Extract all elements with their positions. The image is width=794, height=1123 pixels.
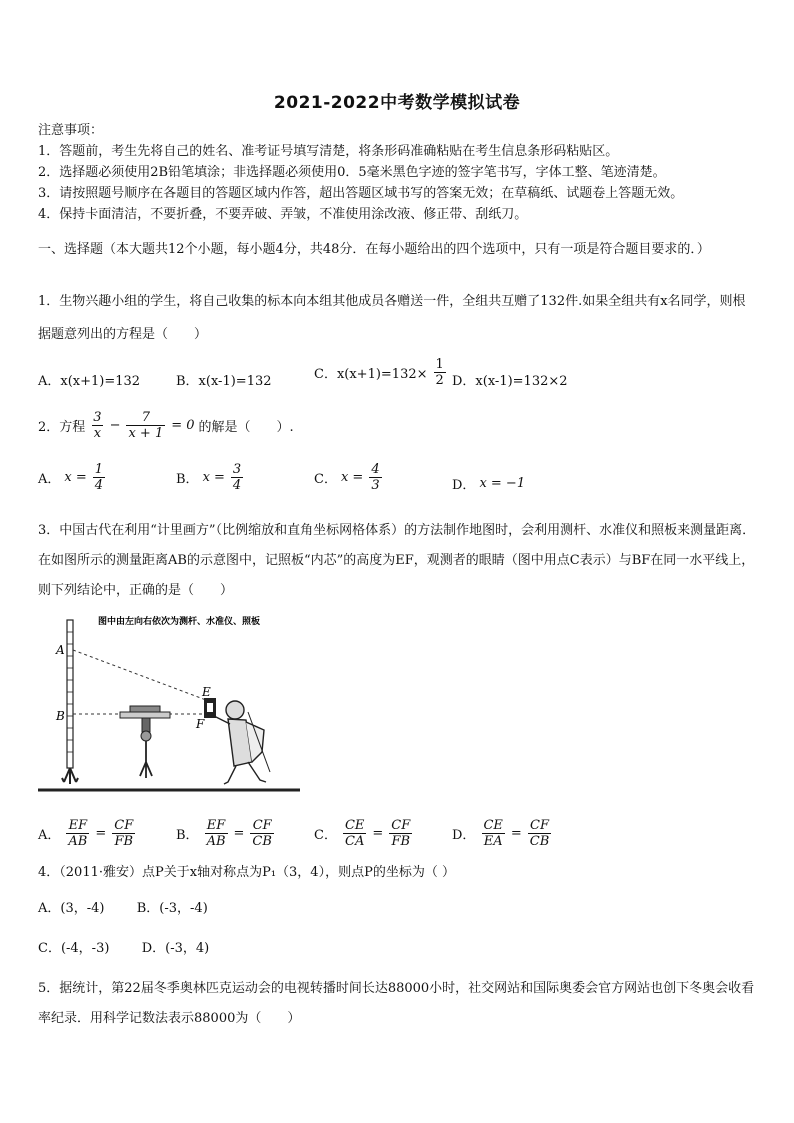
fraction-numerator: CF — [114, 818, 134, 833]
question-4-stem: 4．（2011·雅安）点P关于x轴对称点为P₁（3，4），则点P的坐标为（ ） — [38, 865, 455, 880]
q2-fraction-2 — [126, 410, 165, 441]
level-top — [120, 712, 170, 718]
measurement-figure — [38, 612, 300, 802]
fraction-denominator: 2 — [435, 373, 444, 388]
page-title: 2021-2022中考数学模拟试卷 — [273, 93, 521, 113]
fraction-numerator: CF — [252, 818, 272, 833]
option-label: C． — [314, 828, 337, 843]
label-point-e: E — [202, 685, 211, 699]
q1-option-a: A．x(x+1)=132 — [38, 374, 141, 389]
fraction-denominator: AB — [206, 834, 226, 849]
fraction-numerator: EF — [68, 818, 88, 833]
q2-option-d — [452, 474, 525, 493]
q4-option-a: A．(3，-4) — [38, 901, 105, 916]
q2-minus: − — [109, 418, 121, 433]
question-5-stem: 5．据统计，第22届冬季奥林匹克运动会的电视转播时间长达88000小时，社交网站和国际奥委会官方网站也创下冬奥会收看率纪录．用科学记数法表示88000为（ ） — [38, 981, 755, 1026]
option-label: B． — [176, 828, 199, 843]
fraction-denominator: 4 — [232, 478, 242, 493]
notice-item-2: 2．选择题必须使用2B铅笔填涂；非选择题必须使用0．5毫米黑色字迹的签字笔书写，字体工整、笔迹清楚。 — [38, 165, 666, 180]
q1-option-d: D．x(x-1)=132×2 — [452, 374, 568, 389]
fraction-denominator: EA — [483, 834, 503, 849]
option-fraction — [231, 462, 243, 493]
option-label: C． — [314, 472, 337, 487]
fraction-denominator: CA — [345, 834, 365, 849]
fraction-denominator: 4 — [94, 478, 104, 493]
option-fraction-left — [343, 818, 366, 849]
fraction-numerator: EF — [206, 818, 226, 833]
q1-option-c-fraction — [434, 357, 446, 388]
option-fraction — [369, 462, 381, 493]
question-2-stem — [38, 410, 758, 450]
label-point-a: A — [56, 643, 65, 657]
fraction-numerator: 4 — [371, 462, 380, 477]
fraction-numerator: 3 — [232, 462, 242, 477]
label-point-f: F — [196, 717, 205, 731]
option-label: D． — [452, 828, 476, 843]
section-heading: 一、选择题（本大题共12个小题，每小题4分，共48分．在每小题给出的四个选项中，只有一项是符合题目要求的．） — [38, 242, 710, 257]
notice-item-4: 4．保持卡面清洁，不要折叠，不要弄破、弄皱，不准使用涂改液、修正带、刮纸刀。 — [38, 207, 528, 222]
option-variable: x = — [340, 470, 364, 485]
q4-option-b: B．(-3，-4) — [136, 901, 208, 916]
q2-option-a — [38, 462, 107, 493]
fraction-denominator: CB — [252, 834, 272, 849]
fraction-denominator: 3 — [371, 478, 380, 493]
figure-background — [38, 612, 300, 802]
option-fraction-left — [205, 818, 228, 849]
q4-options-row-1 — [38, 900, 208, 918]
q2-suffix: 的解是（ ）. — [198, 420, 294, 435]
question-3-stem: 3．中国古代在利用“计里画方”（比例缩放和直角坐标网格体系）的方法制作地图时，会利用测杆、水准仪和照板来测量距离．在如图所示的测量距离AB的示意图中，记照板“内芯”的高度为EF，观测者的眼睛（图中用点C表示）与BF在同一水平线上，则下列结论中，正确的是（ ） — [38, 523, 756, 598]
option-label: D． — [452, 478, 476, 493]
fraction-numerator: CE — [483, 818, 503, 833]
option-fraction-right — [528, 818, 552, 849]
fraction-numerator: CF — [391, 818, 411, 833]
equals-sign: = — [510, 826, 522, 841]
q2-option-b — [176, 462, 245, 493]
notice-item-3: 3．请按照题号顺序在各题目的答题区域内作答，超出答题区域书写的答案无效；在草稿纸、试题卷上答题无效。 — [38, 186, 684, 201]
fraction-denominator: x — [93, 426, 102, 441]
q3-option-a — [38, 818, 137, 849]
level-knob — [141, 731, 151, 741]
figure-caption: 图中由左向右依次为测杆、水准仪、照板 — [98, 617, 261, 627]
option-variable: x = — [64, 470, 87, 485]
q2-option-c — [314, 462, 384, 493]
q2-fraction-1 — [91, 410, 103, 441]
level-body — [142, 718, 150, 732]
q4-option-d: D．(-3，4) — [141, 941, 210, 956]
fraction-denominator: FB — [391, 834, 411, 849]
option-fraction-right — [250, 818, 274, 849]
q3-option-d — [452, 818, 553, 849]
option-label: A． — [38, 828, 61, 843]
fraction-numerator: CF — [530, 818, 550, 833]
fraction-numerator: 7 — [141, 410, 150, 425]
fraction-denominator: AB — [68, 834, 88, 849]
q1-option-c-text: C．x(x+1)=132× — [314, 367, 428, 382]
question-3-options — [38, 818, 758, 858]
measuring-pole — [67, 620, 73, 768]
option-variable: x = — [202, 470, 225, 485]
option-value: x = −1 — [479, 476, 526, 491]
fraction-denominator: CB — [529, 834, 550, 849]
label-point-b: B — [56, 709, 65, 723]
fraction-numerator: 1 — [435, 357, 444, 372]
sight-board-core — [207, 703, 213, 712]
option-fraction-left — [66, 818, 89, 849]
q4-options-row-2 — [38, 940, 209, 958]
q3-option-b — [176, 818, 276, 849]
q2-equals: = 0 — [171, 418, 195, 433]
fraction-numerator: 3 — [93, 410, 102, 425]
fraction-denominator: x + 1 — [128, 426, 164, 441]
notice-heading: 注意事项： — [38, 123, 104, 138]
option-fraction-right — [112, 818, 135, 849]
q1-option-c — [314, 357, 448, 388]
equals-sign: = — [233, 826, 245, 841]
option-fraction — [93, 462, 105, 493]
question-1-options — [38, 357, 758, 390]
option-label: B． — [176, 472, 199, 487]
equals-sign: = — [372, 826, 384, 841]
option-fraction-right — [389, 818, 412, 849]
q1-option-b: B．x(x-1)=132 — [176, 374, 272, 389]
fraction-denominator: FB — [114, 834, 134, 849]
fraction-numerator: 1 — [94, 462, 104, 477]
q2-prefix: 2．方程 — [38, 420, 86, 435]
notice-item-1: 1．答题前，考生先将自己的姓名、准考证号填写清楚，将条形码准确粘贴在考生信息条形码粘贴区。 — [38, 144, 619, 159]
option-label: A． — [38, 472, 61, 487]
question-2-options — [38, 462, 758, 502]
fraction-numerator: CE — [344, 818, 365, 833]
q4-option-c: C．(-4，-3) — [38, 941, 110, 956]
option-fraction-left — [481, 818, 504, 849]
level-head — [130, 706, 160, 712]
equals-sign: = — [95, 826, 107, 841]
q3-option-c — [314, 818, 414, 849]
question-1-stem: 1．生物兴趣小组的学生，将自己收集的标本向本组其他成员各赠送一件，全组共互赠了132件.如果全组共有x名同学，则根据题意列出的方程是（ ） — [38, 294, 746, 342]
